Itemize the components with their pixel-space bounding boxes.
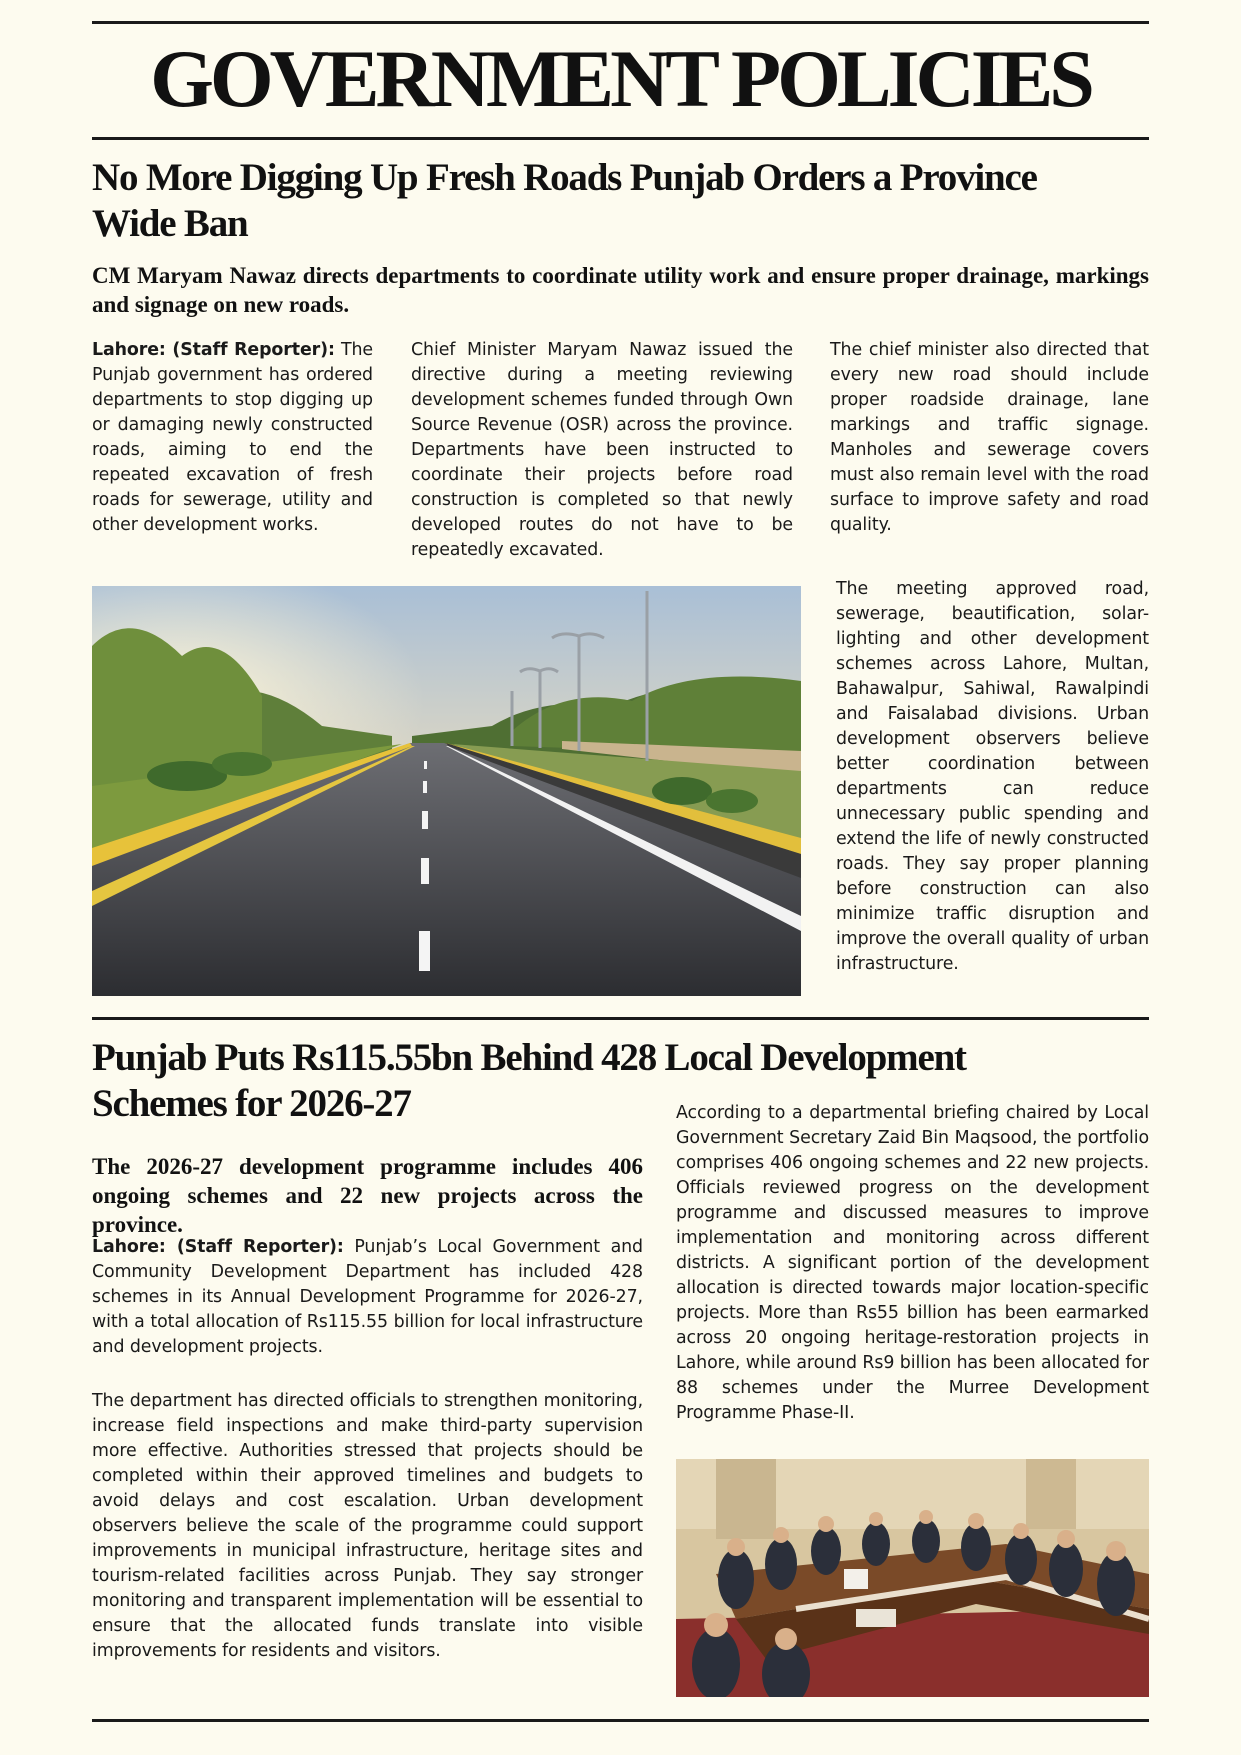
road-photo (92, 586, 801, 996)
article2-deck: The 2026-27 development programme includes 406 ongoing schemes and 22 new projects across the province. (92, 1154, 643, 1237)
masthead-rule (92, 137, 1149, 140)
top-rule (92, 21, 1149, 24)
article1-column-3-continued: The meeting approved road, sewerage, beautification, solar-lighting and other development schemes across Lahore, Multan, Bahawalpur, Sahiwal, Rawalpindi and Faisalabad divisions. Urban development observers believe better coordination between departments can reduce unnecessary public spending and extend the life of newly constructed roads. They say proper planning before construction can also minimize traffic disruption and improve the overall quality of urban infrastructure. (836, 579, 1149, 974)
dateline: Lahore: (Staff Reporter): (92, 1237, 344, 1257)
article2-paragraph-2: The department has directed officials to strengthen monitoring, increase field inspections and make third-party supervision more effective. Authorities stressed that projects should be completed within their approved timelines and budgets to avoid delays and cost escalation. Urban development observers believe the scale of the programme could support improvements in municipal infrastructure, heritage sites and tourism-related facilities across Punjab. They say stronger monitoring and transparent implementation will be essential to ensure that the allocated funds translate into visible improvements for residents and visitors. (92, 1391, 643, 1661)
dateline: Lahore: (Staff Reporter): (92, 340, 335, 360)
article1-column-1 (92, 338, 373, 538)
article2-right-column: According to a departmental briefing chaired by Local Government Secretary Zaid Bin Maqsood, the portfolio comprises 406 ongoing schemes and 22 new projects. Officials reviewed progress on the development programme and discussed measures to improve implementation and monitoring across different districts. A significant portion of the development allocation is directed towards major location-specific projects. More than Rs55 billion has been earmarked across 20 ongoing heritage-restoration projects in Lahore, while around Rs9 billion has been allocated for 88 schemes under the Murree Development Programme Phase-II. (676, 1103, 1149, 1423)
bottom-rule (92, 1719, 1149, 1722)
article2-paragraph-1 (92, 1235, 643, 1360)
masthead: GOVERNMENT POLICIES (150, 33, 1091, 124)
article1-col1-text: The Punjab government has ordered departments to stop digging up or damaging newly constructed roads, aiming to end the repeated excavation of fresh roads for sewerage, utility and other development works. (92, 340, 373, 535)
article1-column-2: Chief Minister Maryam Nawaz issued the directive during a meeting reviewing development schemes funded through Own Source Revenue (OSR) across the province. Departments have been instructed to coordinate their projects before road construction is completed so that newly developed routes do not have to be repeatedly excavated. (411, 340, 793, 560)
article1-headline: No More Digging Up Fresh Roads Punjab Orders a Province Wide Ban (92, 156, 1037, 245)
article2-para1-text: Punjab’s Local Government and Community Development Department has included 428 schemes in its Annual Development Programme for 2026-27, with a total allocation of Rs115.55 billion for local infrastructure and development projects. (92, 1237, 643, 1357)
section-rule (92, 1017, 1149, 1020)
article1-column-3: The chief minister also directed that every new road should include proper roadside drainage, lane markings and traffic signage. Manholes and sewerage covers must also remain level with the road surface to improve safety and road quality. (830, 340, 1149, 535)
article2-headline: Punjab Puts Rs115.55bn Behind 428 Local Development Schemes for 2026-27 (92, 1036, 966, 1125)
article1-deck: CM Maryam Nawaz directs departments to coordinate utility work and ensure proper drainage, markings and signage on new roads. (92, 263, 1149, 317)
meeting-photo (676, 1459, 1149, 1697)
